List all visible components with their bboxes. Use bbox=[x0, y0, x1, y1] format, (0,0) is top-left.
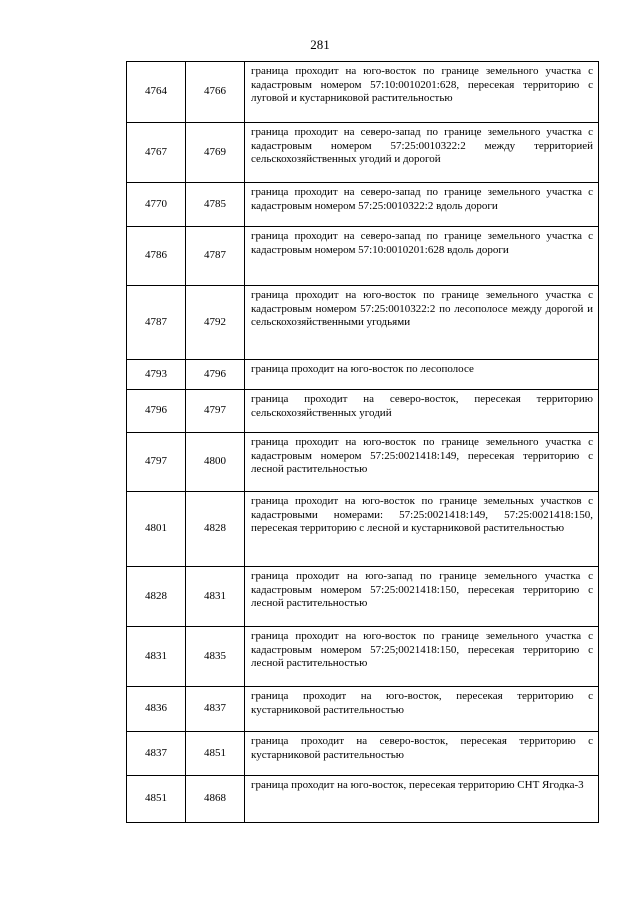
table-row bbox=[127, 390, 599, 433]
boundary-description: граница проходит на юго-восток, пересекая территорию СНТ Ягодка-3 bbox=[245, 776, 599, 823]
boundary-description: граница проходит на северо-запад по границе земельного участка с кадастровым номером 57:25:0010322:2 между территорией сельскохозяйственных угодий и дорогой bbox=[245, 123, 599, 183]
boundary-description: граница проходит на юго-восток по границе земельного участка с кадастровым номером 57:25;0021418:150, пересекая территорию с лесной растительностью bbox=[245, 627, 599, 687]
page-number: 281 bbox=[310, 37, 330, 52]
point-to: 4851 bbox=[186, 732, 245, 776]
boundary-description: граница проходит на северо-восток, пересекая территорию с кустарниковой растительностью bbox=[245, 732, 599, 776]
boundary-description: граница проходит на северо-запад по границе земельного участка с кадастровым номером 57:25:0010322:2 вдоль дороги bbox=[245, 183, 599, 227]
point-from: 4786 bbox=[127, 227, 186, 286]
point-to: 4800 bbox=[186, 433, 245, 492]
table-row bbox=[127, 627, 599, 687]
boundary-description: граница проходит на юго-восток по границе земельного участка с кадастровым номером 57:25:0021418:149, пересекая территорию с лесной растительностью bbox=[245, 433, 599, 492]
point-from: 4767 bbox=[127, 123, 186, 183]
boundary-description: граница проходит на северо-запад по границе земельного участка с кадастровым номером 57:10:0010201:628 вдоль дороги bbox=[245, 227, 599, 286]
point-from: 4793 bbox=[127, 360, 186, 390]
boundary-table bbox=[126, 61, 599, 823]
table-row bbox=[127, 123, 599, 183]
point-from: 4836 bbox=[127, 687, 186, 732]
table-row bbox=[127, 227, 599, 286]
boundary-description: граница проходит на юго-восток по лесополосе bbox=[245, 360, 599, 390]
boundary-description: граница проходит на юго-восток, пересекая территорию с кустарниковой растительностью bbox=[245, 687, 599, 732]
boundary-description: граница проходит на юго-восток по границе земельного участка с кадастровым номером 57:10:0010201:628, пересекая территорию с луговой и кустарниковой растительностью bbox=[245, 62, 599, 123]
point-to: 4837 bbox=[186, 687, 245, 732]
point-from: 4801 bbox=[127, 492, 186, 567]
table-row bbox=[127, 732, 599, 776]
boundary-description: граница проходит на юго-восток по границе земельных участков с кадастровыми номерами: 57:25:0021418:149, 57:25:0021418:150, пересекая территорию с лесной и кустарниковой растительностью bbox=[245, 492, 599, 567]
table-row bbox=[127, 567, 599, 627]
point-to: 4828 bbox=[186, 492, 245, 567]
boundary-description: граница проходит на северо-восток, пересекая территорию сельскохозяйственных угодий bbox=[245, 390, 599, 433]
point-to: 4831 bbox=[186, 567, 245, 627]
point-from: 4828 bbox=[127, 567, 186, 627]
table-row bbox=[127, 687, 599, 732]
point-to: 4769 bbox=[186, 123, 245, 183]
boundary-description: граница проходит на юго-восток по границе земельного участка с кадастровым номером 57:25:0010322:2 по лесополосе между дорогой и сельскохозяйственными угодьями bbox=[245, 286, 599, 360]
point-from: 4796 bbox=[127, 390, 186, 433]
point-to: 4785 bbox=[186, 183, 245, 227]
point-to: 4797 bbox=[186, 390, 245, 433]
point-to: 4766 bbox=[186, 62, 245, 123]
table-row bbox=[127, 776, 599, 823]
point-from: 4837 bbox=[127, 732, 186, 776]
table-row bbox=[127, 62, 599, 123]
point-to: 4868 bbox=[186, 776, 245, 823]
point-from: 4851 bbox=[127, 776, 186, 823]
point-to: 4796 bbox=[186, 360, 245, 390]
table-row bbox=[127, 492, 599, 567]
point-from: 4831 bbox=[127, 627, 186, 687]
point-to: 4835 bbox=[186, 627, 245, 687]
table-row bbox=[127, 183, 599, 227]
table-row bbox=[127, 433, 599, 492]
point-from: 4797 bbox=[127, 433, 186, 492]
table-row bbox=[127, 360, 599, 390]
point-from: 4764 bbox=[127, 62, 186, 123]
point-from: 4770 bbox=[127, 183, 186, 227]
table-row bbox=[127, 286, 599, 360]
boundary-description: граница проходит на юго-запад по границе земельного участка с кадастровым номером 57:25:0021418:150, пересекая территорию с лесной растительностью bbox=[245, 567, 599, 627]
point-from: 4787 bbox=[127, 286, 186, 360]
point-to: 4792 bbox=[186, 286, 245, 360]
point-to: 4787 bbox=[186, 227, 245, 286]
